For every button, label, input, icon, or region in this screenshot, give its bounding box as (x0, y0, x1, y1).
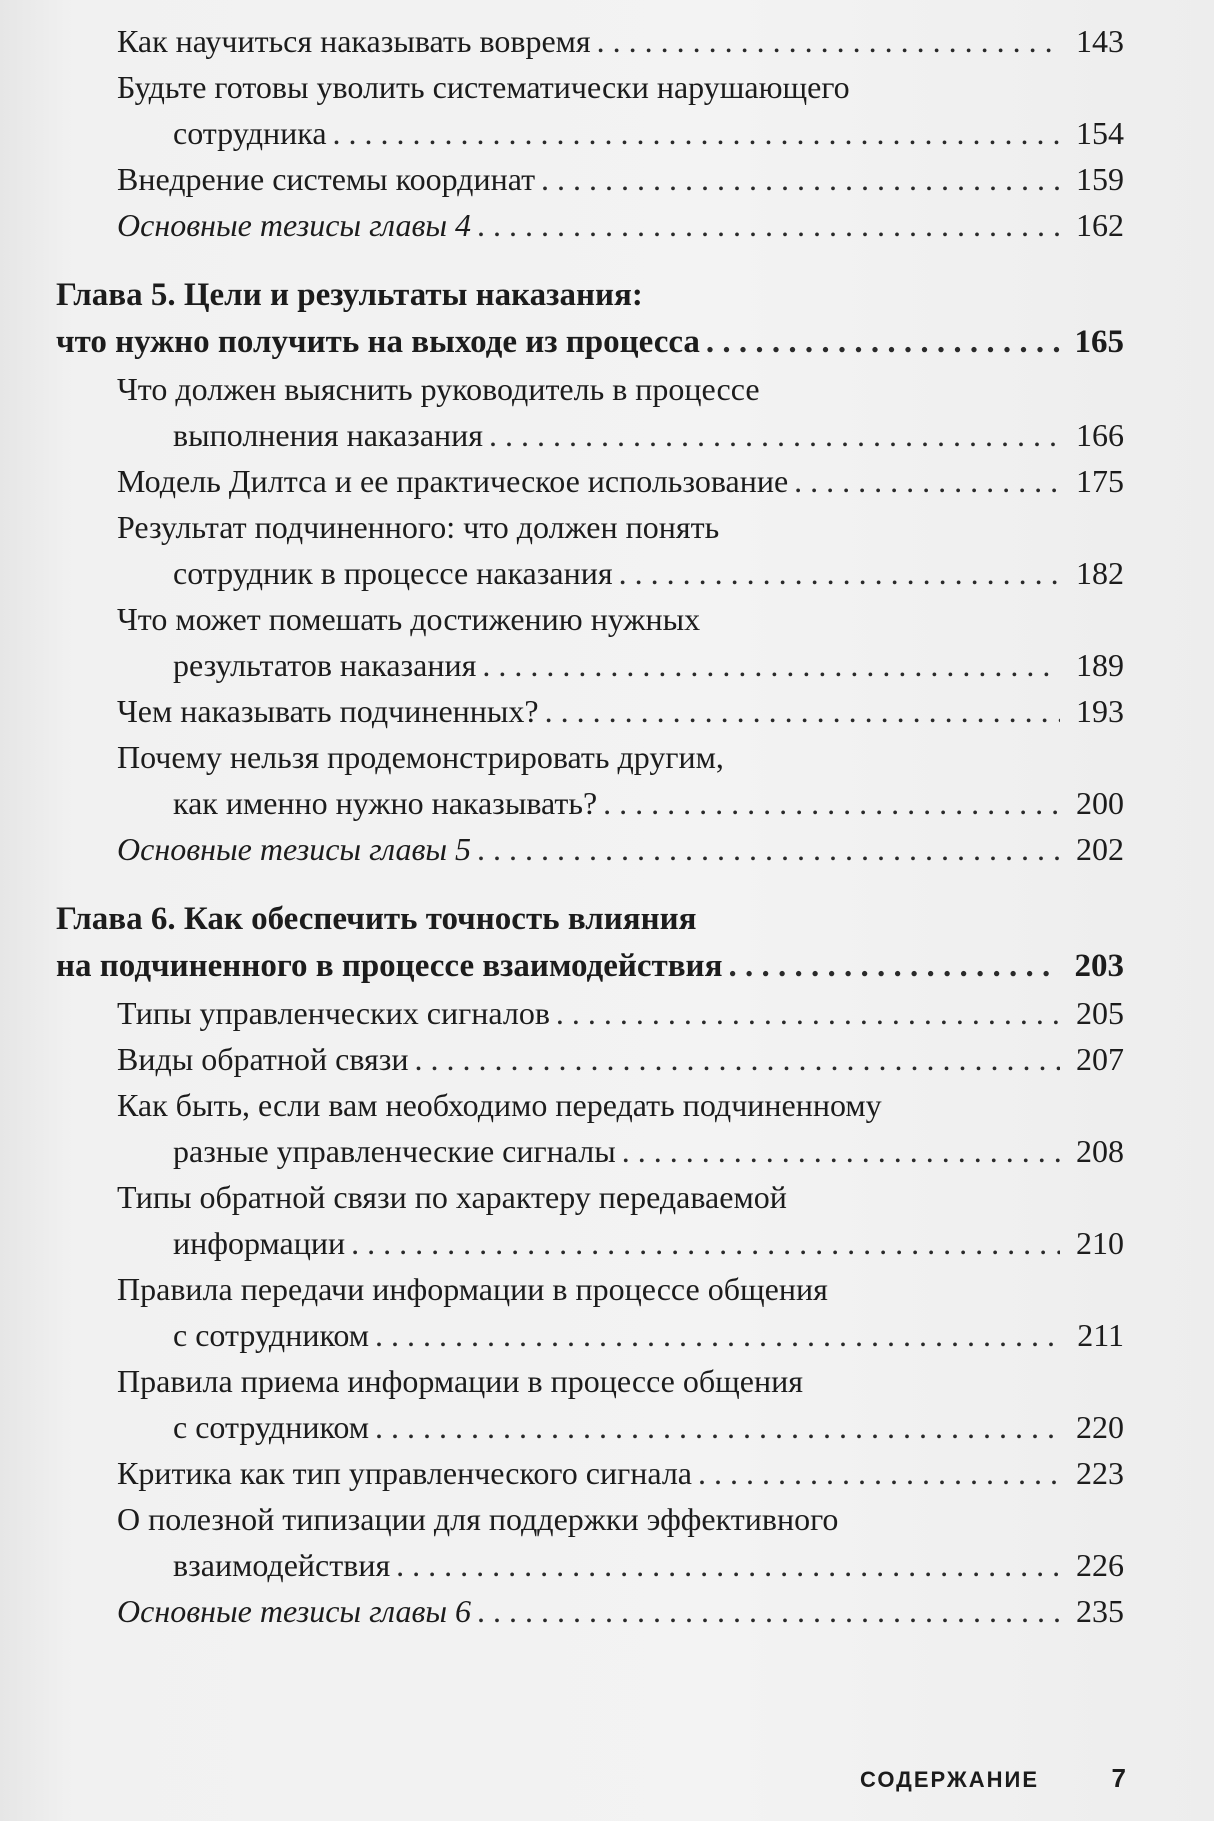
toc-page-number: 162 (1076, 207, 1124, 243)
toc-entry-line (117, 1312, 1124, 1358)
toc-section-entry (56, 64, 1124, 156)
dot-leader (597, 18, 1060, 64)
toc-section-entry (56, 1036, 1124, 1082)
toc-entry-title: результатов наказания (173, 647, 477, 683)
toc-chapter-entry (56, 896, 1124, 990)
toc-entry-title: Критика как тип управленческого сигнала (117, 1455, 692, 1491)
toc-entry-title: Основные тезисы главы 4 (117, 207, 472, 243)
toc-entry-title: с сотрудником (173, 1317, 370, 1353)
toc-entry-line (117, 1082, 1124, 1128)
toc-entry-line (117, 990, 1124, 1036)
toc-entry-title: как именно нужно наказывать? (173, 785, 598, 821)
dot-leader (477, 826, 1060, 872)
toc-summary-entry (56, 826, 1124, 872)
toc-section-entry (56, 18, 1124, 64)
toc-entry-title: О полезной типизации для поддержки эффективного (117, 1501, 839, 1537)
dot-leader (375, 1404, 1060, 1450)
toc-section-entry (56, 1358, 1124, 1450)
toc-entry-line (117, 504, 1124, 550)
toc-page-number: 208 (1076, 1133, 1124, 1169)
dot-leader (545, 688, 1060, 734)
toc-entry-line (117, 202, 1124, 248)
toc-entry-line (117, 1036, 1124, 1082)
toc-summary-entry (56, 202, 1124, 248)
toc-section-entry (56, 504, 1124, 596)
dot-leader (375, 1312, 1060, 1358)
toc-entry-line (117, 1128, 1124, 1174)
dot-leader (728, 943, 1060, 990)
toc-entry-line (117, 366, 1124, 412)
toc-entry-line (117, 596, 1124, 642)
toc-entry-line (117, 780, 1124, 826)
toc-entry-line (117, 734, 1124, 780)
toc-entry-title: что нужно получить на выходе из процесса (56, 324, 700, 360)
toc-entry-title: Глава 6. Как обеспечить точность влияния (56, 901, 697, 937)
dot-leader (477, 202, 1060, 248)
toc-page-number: 210 (1076, 1225, 1124, 1261)
toc-entry-line (117, 826, 1124, 872)
toc-section-entry (56, 1450, 1124, 1496)
table-of-contents (56, 18, 1124, 1634)
toc-entry-line (56, 943, 1124, 990)
dot-leader (603, 780, 1060, 826)
toc-page-number: 200 (1076, 785, 1124, 821)
dot-leader (415, 1036, 1060, 1082)
dot-leader (698, 1450, 1060, 1496)
dot-leader (622, 1128, 1060, 1174)
dot-leader (396, 1542, 1060, 1588)
toc-entry-line (117, 1174, 1124, 1220)
dot-leader (351, 1220, 1060, 1266)
toc-entry-title: Внедрение системы координат (117, 161, 536, 197)
toc-entry-title: сотрудника (173, 115, 327, 151)
toc-entry-line (117, 688, 1124, 734)
toc-entry-title: разные управленческие сигналы (173, 1133, 616, 1169)
toc-entry-title: Основные тезисы главы 6 (117, 1593, 472, 1629)
toc-entry-title: Типы управленческих сигналов (117, 995, 550, 1031)
toc-entry-line (56, 319, 1124, 366)
toc-entry-line (117, 1588, 1124, 1634)
toc-entry-title: Почему нельзя продемонстрировать другим, (117, 739, 724, 775)
toc-entry-line (117, 1542, 1124, 1588)
toc-page-number: 165 (1074, 324, 1124, 360)
toc-entry-title: Глава 5. Цели и результаты наказания: (56, 277, 643, 313)
toc-entry-line (117, 1358, 1124, 1404)
toc-entry-title: Правила передачи информации в процессе общения (117, 1271, 828, 1307)
toc-entry-line (117, 1220, 1124, 1266)
toc-page-number: 182 (1076, 555, 1124, 591)
toc-page-number: 207 (1076, 1041, 1124, 1077)
dot-leader (489, 412, 1060, 458)
toc-section-entry (56, 1266, 1124, 1358)
toc-entry-line (117, 1404, 1124, 1450)
toc-entry-title: сотрудник в процессе наказания (173, 555, 613, 591)
toc-page-number: 154 (1076, 115, 1124, 151)
toc-entry-title: Основные тезисы главы 5 (117, 831, 472, 867)
toc-page-number: 143 (1076, 23, 1124, 59)
footer-page-number: 7 (1111, 1763, 1126, 1793)
toc-entry-line (117, 1450, 1124, 1496)
toc-entry-line (117, 458, 1124, 504)
toc-section-entry (56, 1082, 1124, 1174)
dot-leader (482, 642, 1060, 688)
toc-page-number: 175 (1076, 463, 1124, 499)
toc-entry-title: Правила приема информации в процессе общения (117, 1363, 803, 1399)
toc-page-number: 166 (1076, 417, 1124, 453)
dot-leader (541, 156, 1060, 202)
dot-leader (794, 458, 1060, 504)
toc-chapter-entry (56, 272, 1124, 366)
toc-entry-line (117, 110, 1124, 156)
toc-section-entry (56, 990, 1124, 1036)
toc-entry-title: взаимодействия (173, 1547, 391, 1583)
dot-leader (619, 550, 1060, 596)
toc-page-number: 203 (1074, 948, 1124, 984)
toc-summary-entry (56, 1588, 1124, 1634)
toc-entry-line (117, 412, 1124, 458)
toc-entry-title: с сотрудником (173, 1409, 370, 1445)
toc-entry-title: Как быть, если вам необходимо передать подчиненному (117, 1087, 882, 1123)
toc-section-entry (56, 156, 1124, 202)
toc-section-entry (56, 366, 1124, 458)
toc-page-number: 211 (1077, 1317, 1124, 1353)
dot-leader (333, 110, 1060, 156)
toc-entry-line (117, 18, 1124, 64)
toc-entry-title: Что может помешать достижению нужных (117, 601, 701, 637)
toc-entry-title: информации (173, 1225, 346, 1261)
toc-section-entry (56, 458, 1124, 504)
toc-section-entry (56, 1496, 1124, 1588)
toc-entry-line (117, 1266, 1124, 1312)
toc-entry-line (56, 896, 1124, 943)
dot-leader (706, 319, 1060, 366)
toc-entry-line (56, 272, 1124, 319)
toc-entry-line (117, 642, 1124, 688)
dot-leader (477, 1588, 1060, 1634)
toc-page-number: 159 (1076, 161, 1124, 197)
toc-entry-line (117, 156, 1124, 202)
toc-entry-title: Что должен выяснить руководитель в процессе (117, 371, 760, 407)
toc-entry-title: Виды обратной связи (117, 1041, 409, 1077)
toc-page-number: 205 (1076, 995, 1124, 1031)
toc-entry-title: Будьте готовы уволить систематически нарушающего (117, 69, 850, 105)
toc-page-number: 226 (1076, 1547, 1124, 1583)
toc-page-number: 220 (1076, 1409, 1124, 1445)
toc-section-entry (56, 596, 1124, 688)
toc-page-number: 223 (1076, 1455, 1124, 1491)
toc-entry-title: Типы обратной связи по характеру передаваемой (117, 1179, 787, 1215)
toc-page-number: 235 (1076, 1593, 1124, 1629)
toc-section-entry (56, 734, 1124, 826)
toc-entry-line (117, 550, 1124, 596)
footer-section-title: СОДЕРЖАНИЕ (860, 1767, 1040, 1792)
toc-section-entry (56, 1174, 1124, 1266)
running-footer (860, 1763, 1126, 1794)
toc-entry-title: на подчиненного в процессе взаимодействия (56, 948, 723, 984)
toc-entry-title: Результат подчиненного: что должен понять (117, 509, 720, 545)
dot-leader (556, 990, 1060, 1036)
toc-page-number: 202 (1076, 831, 1124, 867)
toc-entry-title: Модель Дилтса и ее практическое использование (117, 463, 789, 499)
toc-entry-line (117, 64, 1124, 110)
toc-entry-title: Как научиться наказывать вовремя (117, 23, 591, 59)
toc-section-entry (56, 688, 1124, 734)
toc-page-number: 193 (1076, 693, 1124, 729)
toc-entry-title: Чем наказывать подчиненных? (117, 693, 539, 729)
toc-entry-title: выполнения наказания (173, 417, 483, 453)
toc-page-number: 189 (1076, 647, 1124, 683)
toc-entry-line (117, 1496, 1124, 1542)
